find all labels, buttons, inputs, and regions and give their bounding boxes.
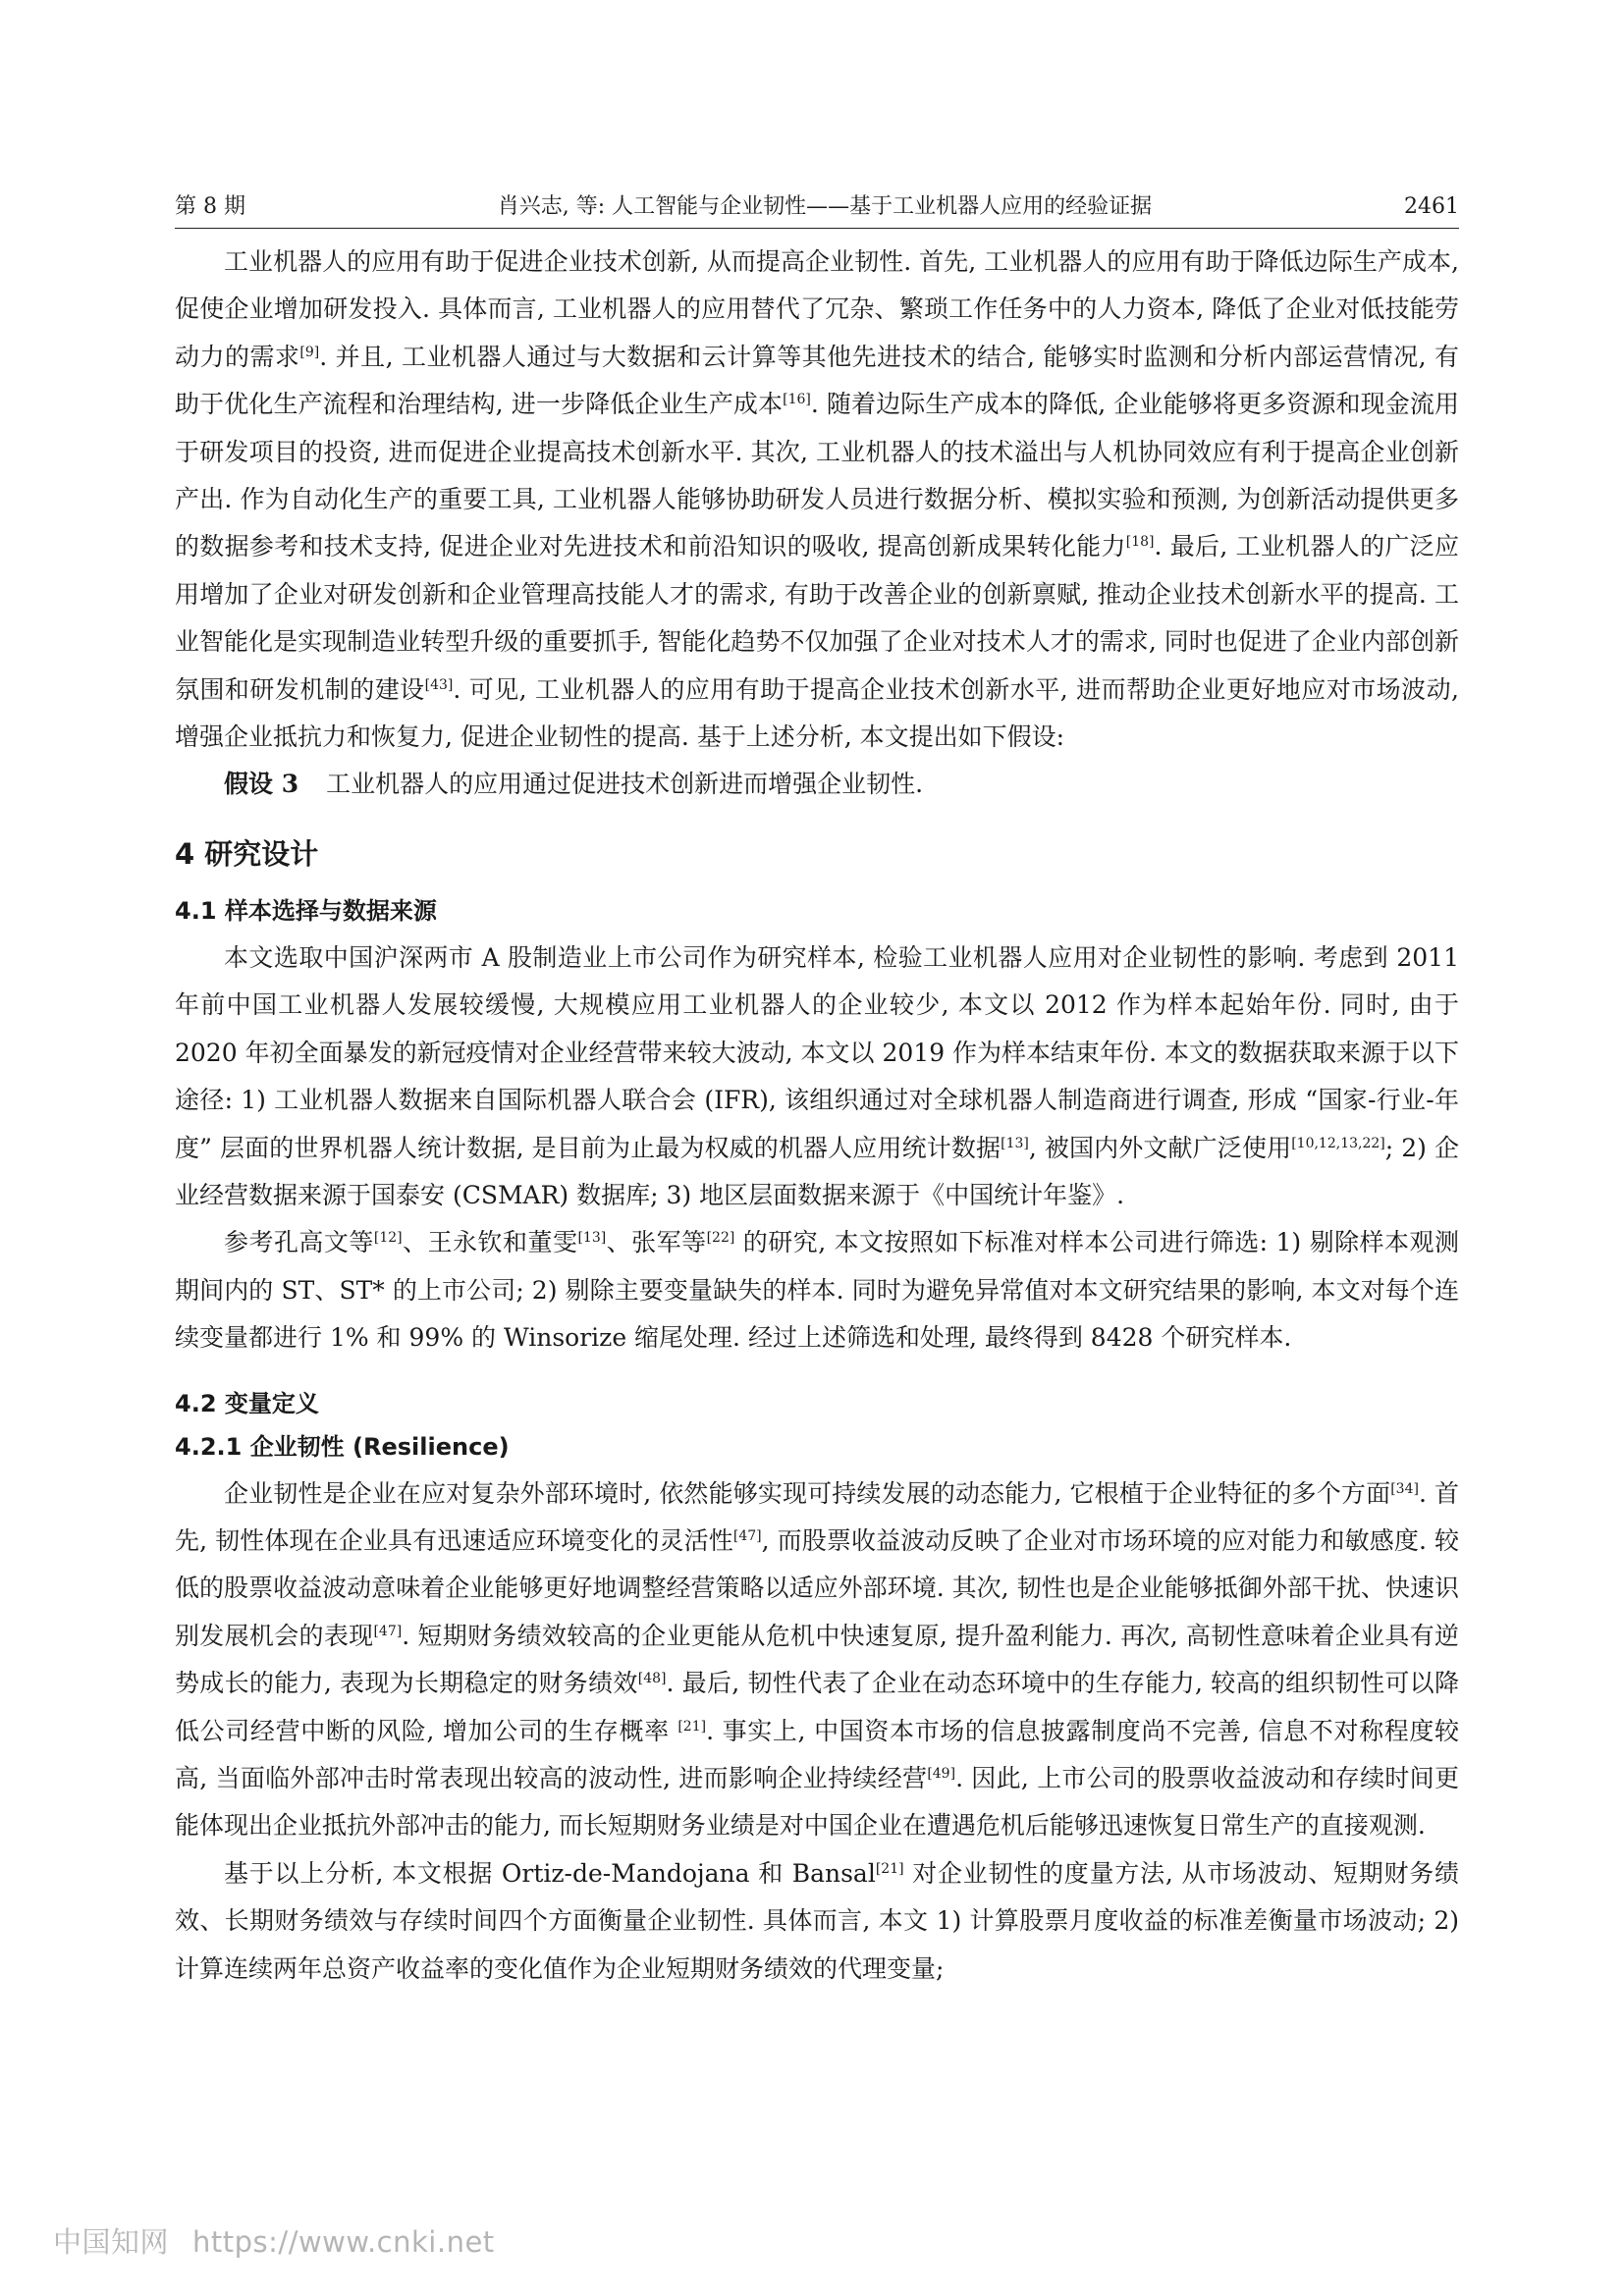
citation[interactable]: [43]: [424, 676, 454, 693]
hypothesis-text: 工业机器人的应用通过促进技术创新进而增强企业韧性.: [326, 770, 924, 799]
paragraph-sample-selection: 本文选取中国沪深两市 A 股制造业上市公司作为研究样本, 检验工业机器人应用对企业韧性的影响. 考虑到 2011 年前中国工业机器人发展较缓慢, 大规模应用工业机器人的企业较少, 本文以 2012 作为样本起始年份. 同时, 由于 2020 年初全面暴发的新冠疫情对企业经营带来较大波动, 本文以 2019 作为样本结束年份. 本文的数据获取来源于以下途径: 1) 工业机器人数据来自国际机器人联合会 (IFR), 该组织通过对全球机器人制造商进行调查, 形成 “国家-行业-年度” 层面的世界机器人统计数据, 是目前为止最为权威的机器人应用统计数据[13], 被国内外文献广泛使用[10,12,13,22]; 2) 企业经营数据来源于国泰安 (CSMAR) 数据库; 3) 地区层面数据来源于《中国统计年鉴》.: [175, 942, 1459, 1209]
paragraph-tech-innovation: 工业机器人的应用有助于促进企业技术创新, 从而提高企业韧性. 首先, 工业机器人的应用有助于降低边际生产成本, 促使企业增加研发投入. 具体而言, 工业机器人的应用替代了冗杂、繁琐工作任务中的人力资本, 降低了企业对低技能劳动力的需求[9]. 并且, 工业机器人通过与大数据和云计算等其他先进技术的结合, 能够实时监测和分析内部运营情况, 有助于优化生产流程和治理结构, 进一步降低企业生产成本[16]. 随着边际生产成本的降低, 企业能够将更多资源和现金流用于研发项目的投资, 进而促进企业提高技术创新水平. 其次, 工业机器人的技术溢出与人机协同效应有利于提高企业创新产出. 作为自动化生产的重要工具, 工业机器人能够协助研发人员进行数据分析、模拟实验和预测, 为创新活动提供更多的数据参考和技术支持, 促进企业对先进技术和前沿知识的吸收, 提高创新成果转化能力[18]. 最后, 工业机器人的广泛应用增加了企业对研发创新和企业管理高技能人才的需求, 有助于改善企业的创新禀赋, 推动企业技术创新水平的提高. 工业智能化是实现制造业转型升级的重要抓手, 智能化趋势不仅加强了企业对技术人才的需求, 同时也促进了企业内部创新氛围和研发机制的建设[43]. 可见, 工业机器人的应用有助于提高企业技术创新水平, 进而帮助企业更好地应对市场波动, 增强企业抵抗力和恢复力, 促进企业韧性的提高. 基于上述分析, 本文提出如下假设:: [175, 247, 1459, 752]
running-header: [175, 192, 1459, 229]
citation[interactable]: [48]: [637, 1671, 667, 1687]
body-text: [175, 239, 1459, 1993]
paragraph-resilience-definition: 企业韧性是企业在应对复杂外部环境时, 依然能够实现可持续发展的动态能力, 它根植于企业特征的多个方面[34]. 首先, 韧性体现在企业具有迅速适应环境变化的灵活性[47], 而股票收益波动反映了企业对市场环境的应对能力和敏感度. 较低的股票收益波动意味着企业能够更好地调整经营策略以适应外部环境. 其次, 韧性也是企业能够抵御外部干扰、快速识别发展机会的表现[47]. 短期财务绩效较高的企业更能从危机中快速复原, 提升盈利能力. 再次, 高韧性意味着企业具有逆势成长的能力, 表现为长期稳定的财务绩效[48]. 最后, 韧性代表了企业在动态环境中的生存能力, 较高的组织韧性可以降低公司经营中断的风险, 增加公司的生存概率 [21]. 事实上, 中国资本市场的信息披露制度尚不完善, 信息不对称程度较高, 当面临外部冲击时常表现出较高的波动性, 进而影响企业持续经营[49]. 因此, 上市公司的股票收益波动和存续时间更能体现出企业抵抗外部冲击的能力, 而长短期财务业绩是对中国企业在遭遇危机后能够迅速恢复日常生产的直接观测.: [175, 1478, 1460, 1841]
subsection-heading-4-1: 4.1 样本选择与数据来源: [175, 896, 437, 925]
citation[interactable]: [21]: [875, 1860, 904, 1877]
citation[interactable]: [47]: [732, 1527, 762, 1544]
citation[interactable]: [16]: [783, 392, 811, 408]
paragraph-resilience-measurement: 基于以上分析, 本文根据 Ortiz-de-Mandojana 和 Bansal[21] 对企业韧性的度量方法, 从市场波动、短期财务绩效、长期财务绩效与存续时间四个方面衡量企业韧性. 具体而言, 本文 1) 计算股票月度收益的标准差衡量市场波动; 2) 计算连续两年总资产收益率的变化值作为企业短期财务绩效的代理变量;: [175, 1858, 1460, 1983]
citation[interactable]: [13]: [577, 1230, 607, 1247]
paragraph-sample-screening: 参考孔高文等[12]、王永钦和董雯[13]、张军等[22] 的研究, 本文按照如下标准对样本公司进行筛选: 1) 剔除样本观测期间内的 ST、ST* 的上市公司; 2) 剔除主要变量缺失的样本. 同时为避免异常值对本文研究结果的影响, 本文对每个连续变量都进行 1% 和 99% 的 Winsorize 缩尾处理. 经过上述筛选和处理, 最终得到 8428 个研究样本.: [175, 1228, 1459, 1353]
citation[interactable]: [22]: [706, 1230, 735, 1247]
citation[interactable]: [12]: [373, 1230, 403, 1247]
citation[interactable]: [13]: [1001, 1135, 1029, 1151]
citation[interactable]: [10,12,13,22]: [1291, 1135, 1385, 1151]
cnki-watermark: [53, 2220, 495, 2261]
subsubsection-heading-4-2-1: 4.2.1 企业韧性 (Resilience): [175, 1432, 510, 1461]
page-number: 2461: [1404, 194, 1459, 219]
subsection-heading-4-2: 4.2 变量定义: [175, 1389, 319, 1417]
citation[interactable]: [47]: [373, 1623, 403, 1639]
paper-page: [175, 192, 1459, 1993]
citation[interactable]: [18]: [1125, 534, 1155, 551]
section-heading-4: 4 研究设计: [175, 836, 319, 871]
watermark-brand: 中国知网: [53, 2225, 170, 2259]
running-title: 肖兴志, 等: 人工智能与企业韧性——基于工业机器人应用的经验证据: [497, 194, 1153, 219]
citation[interactable]: [21]: [677, 1718, 707, 1735]
citation[interactable]: [49]: [927, 1765, 956, 1782]
issue-number: 第 8 期: [175, 194, 245, 219]
hypothesis-3: [175, 761, 1459, 808]
hypothesis-label: 假设 3: [224, 770, 299, 799]
citation[interactable]: [34]: [1390, 1480, 1419, 1497]
citation[interactable]: [9]: [299, 344, 320, 360]
watermark-url: https://www.cnki.net: [192, 2225, 495, 2259]
